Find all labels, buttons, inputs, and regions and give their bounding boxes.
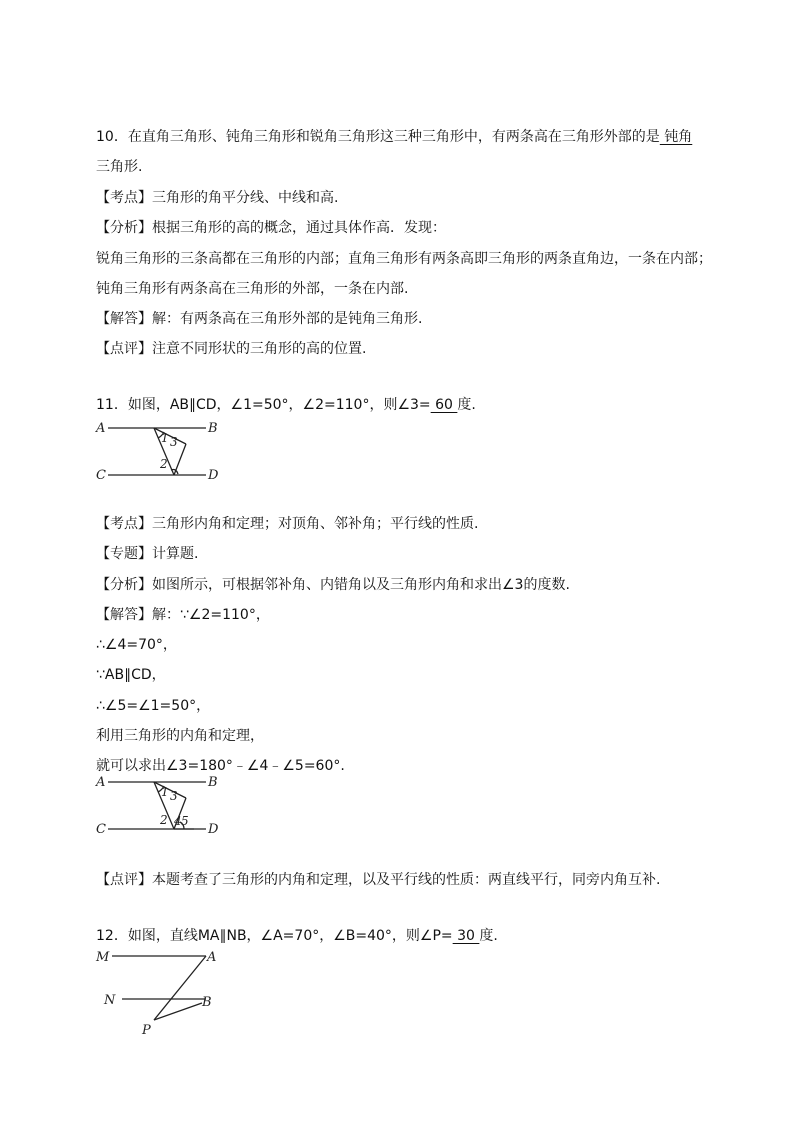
label-a: A [96, 421, 106, 436]
q12-figure [94, 948, 234, 1038]
q12-answer: 30 [452, 928, 480, 944]
label-angle-3: 3 [170, 789, 178, 803]
label-angle-4: 4 [174, 814, 182, 828]
q11-jieda: 【解答】解：∵∠2=110°， [96, 607, 270, 623]
q11-step4: 利用三角形的内角和定理， [96, 728, 264, 744]
q10-fenxi-line3: 钝角三角形有两条高在三角形的外部，一条在内部. [96, 281, 409, 297]
q12-stem-text: 12．如图，直线MA∥NB，∠A=70°，∠B=40°，则∠P= [96, 928, 453, 944]
label-angle-1: 1 [161, 431, 169, 445]
q11-kaodian: 【考点】三角形内角和定理；对顶角、邻补角；平行线的性质. [96, 516, 479, 532]
q11-step3: ∴∠5=∠1=50°， [96, 698, 211, 714]
label-angle-3: 3 [170, 435, 178, 449]
q10-stem-cont: 三角形. [96, 159, 143, 175]
q10-dianping: 【点评】注意不同形状的三角形的高的位置. [96, 341, 367, 357]
q11-step5: 就可以求出∠3=180°﹣∠4﹣∠5=60°. [96, 758, 345, 774]
q11-stem-unit: 度. [457, 397, 476, 413]
label-c: C [96, 822, 106, 837]
label-angle-2: 2 [160, 813, 168, 827]
label-b: B [208, 775, 218, 790]
label-c: C [96, 468, 106, 483]
label-angle-2: 2 [160, 457, 168, 471]
q12-stem [96, 926, 498, 946]
q11-figure-2 [94, 772, 234, 838]
q12-stem-unit: 度. [479, 928, 498, 944]
q11-fenxi: 【分析】如图所示，可根据邻补角、内错角以及三角形内角和求出∠3的度数. [96, 577, 570, 593]
label-b: B [202, 995, 212, 1010]
label-p: P [142, 1023, 151, 1038]
q11-step1: ∴∠4=70°， [96, 637, 177, 653]
label-angle-5: 5 [181, 814, 189, 828]
label-n: N [104, 993, 116, 1008]
q11-figure-1 [94, 418, 234, 484]
label-d: D [208, 822, 219, 837]
label-m: M [96, 950, 110, 965]
q10-stem-text: 10．在直角三角形、钝角三角形和锐角三角形这三种三角形中，有两条高在三角形外部的是 [96, 129, 660, 145]
q10-jieda: 【解答】解：有两条高在三角形外部的是钝角三角形. [96, 311, 423, 327]
q11-stem-text: 11．如图，AB∥CD，∠1=50°，∠2=110°，则∠3= [96, 397, 431, 413]
q10-fenxi: 【分析】根据三角形的高的概念，通过具体作高．发现： [96, 220, 446, 236]
label-b: B [208, 421, 218, 436]
q10-fenxi-line2: 锐角三角形的三条高都在三角形的内部；直角三角形有两条高即三角形的两条直角边，一条在内部； [96, 251, 712, 267]
q11-zhuanti: 【专题】计算题. [96, 546, 199, 562]
q11-step2: ∵AB∥CD， [96, 667, 166, 683]
label-angle-1: 1 [161, 785, 169, 799]
label-a: A [207, 950, 217, 965]
q10-kaodian: 【考点】三角形的角平分线、中线和高. [96, 190, 339, 206]
q11-answer: 60 [430, 397, 458, 413]
q10-answer: 钝角 [659, 129, 693, 145]
label-d: D [208, 468, 219, 483]
q10-stem [96, 127, 692, 147]
label-a: A [96, 775, 106, 790]
q11-stem [96, 395, 476, 415]
q11-dianping: 【点评】本题考查了三角形的内角和定理，以及平行线的性质：两直线平行，同旁内角互补. [96, 872, 661, 888]
